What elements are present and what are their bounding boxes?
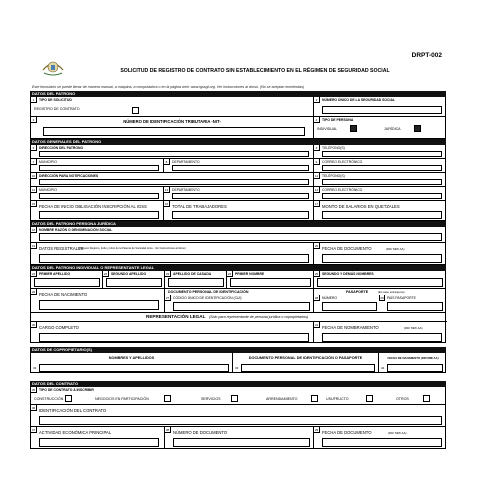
label-monto-salarios: MONTO DE SALARIOS EN QUETZALES <box>322 204 400 209</box>
section-contrato: DATOS DEL CONTRATO <box>30 381 446 387</box>
section-patrono: DATOS DEL PATRONO <box>30 91 446 97</box>
label-numero-documento: NÚMERO DE DOCUMENTO <box>173 430 228 435</box>
row-7-8-9: 7 MUNICIPIO 8 DEPARTAMENTO 9 CORREO ELECTRÓNICO <box>30 159 446 173</box>
telefono-1-field[interactable] <box>322 151 442 157</box>
label-rep-legal: REPRESENTACIÓN LEGAL <box>146 314 206 319</box>
departamento-2-field[interactable] <box>172 193 309 199</box>
option-arrendamiento: ARRENDAMIENTO <box>266 397 298 401</box>
row-1-2: 1 TIPO DE SOLICITUD REGISTRO DE CONTRATO 2 NÚMERO ÚNICO DE LA SEGURIDAD SOCIAL <box>30 97 446 117</box>
checkbox-servicios[interactable] <box>231 395 238 402</box>
label-cop-nombres: NOMBRES Y APELLIDOS <box>108 356 155 360</box>
row-15-16-17: 15 FECHA DE INICIO OBLIGACIÓN INSCRIPCIÓN AL IGSS 16 TOTAL DE TRABAJADORES 17 MONTO DE SALARIOS EN QUETZALES <box>30 201 446 221</box>
label-primer-apellido: PRIMER APELLIDO <box>39 272 71 276</box>
checkbox-construccion[interactable] <box>65 395 72 402</box>
fecha-nacimiento-field[interactable] <box>39 300 159 310</box>
cop-doc-field[interactable] <box>241 364 375 372</box>
cop-fecha-field[interactable] <box>387 364 443 372</box>
label-32: 32 <box>33 366 37 370</box>
row-37-39: 37 ACTIVIDAD ECONÓMICA PRINCIPAL 38 NÚMERO DE DOCUMENTO 39 FECHA DE DOCUMENTO (DD/ MM/ AA) <box>30 427 446 449</box>
section-juridica: DATOS DEL PATRONO PERSONA JURÍDICA <box>30 221 446 227</box>
label-segundo-nombres: SEGUNDO Y DEMÁS NOMBRES <box>322 272 374 276</box>
section-copropietarios: DATOS DE COPROPIETARIO(S) <box>30 347 446 353</box>
label-cop-doc: DOCUMENTO PERSONAL DE IDENTIFICACIÓN O PASAPORTE <box>248 356 363 360</box>
row-21-25: 21 PRIMER APELLIDO 22 SEGUNDO APELLIDO 23 APELLIDO DE CASADA 24 PRIMER NOMBRE 25 SEGUNDO Y DEMÁS NOMBRES <box>30 271 446 289</box>
option-usufructo: USUFRUCTO <box>326 397 349 401</box>
row-5-6: 5 DIRECCIÓN DEL PATRONO 6 TELÉFONO(S) <box>30 145 446 159</box>
fecha-nombramiento-field[interactable] <box>322 333 442 342</box>
cui-field[interactable] <box>173 302 310 311</box>
option-individual: INDIVIDUAL <box>317 127 338 131</box>
label-numero-unico: NÚMERO ÚNICO DE LA SEGURIDAD SOCIAL <box>322 98 395 102</box>
label-nit: NÚMERO DE IDENTIFICACIÓN TRIBUTARIA -NIT- <box>123 119 221 124</box>
label-correo-2: CORREO ELECTRÓNICO <box>322 188 363 192</box>
numero-unico-field[interactable] <box>322 106 442 114</box>
pasaporte-numero-field[interactable] <box>322 302 377 311</box>
label-departamento-2: DEPARTAMENTO <box>172 188 200 192</box>
label-pasaporte-numero: NÚMERO <box>322 296 338 300</box>
hint-fecha-nombramiento: (DD/ MM/ AA) <box>404 325 423 330</box>
label-cui: CÓDIGO ÚNICO DE IDENTIFICACIÓN (CUI) <box>173 296 242 300</box>
direccion-field[interactable] <box>39 151 309 157</box>
label-fecha-documento-2: FECHA DE DOCUMENTO <box>322 430 372 435</box>
row-26-29: 26 FECHA DE NACIMIENTO DOCUMENTO PERSONAL DE IDENTIFICACIÓN 27 CÓDIGO ÚNICO DE IDENTIFICACIÓN (CUI) PASAPORTE (En caso extranjeros) 28 NÚMERO 29 PAÍS PASAPORTE <box>30 289 446 313</box>
section-individual: DATOS DEL PATRONO INDIVIDUAL O REPRESENTANTE LEGAL <box>30 265 446 271</box>
pais-pasaporte-field[interactable] <box>387 302 443 311</box>
label-municipio-1: MUNICIPIO <box>39 160 57 164</box>
hint-rep-legal: (Sólo para representante de persona jurídica o copropietarios) <box>209 314 309 319</box>
label-identificacion-contrato: IDENTIFICACIÓN DEL CONTRATO <box>39 408 107 413</box>
row-18: 18 NOMBRE RAZÓN O DENOMINACIÓN SOCIAL <box>30 227 446 243</box>
label-34: 34 <box>381 366 385 370</box>
label-doc-personal: DOCUMENTO PERSONAL DE IDENTIFICACIÓN <box>168 290 249 294</box>
label-fecha-nacimiento: FECHA DE NACIMIENTO <box>39 292 88 297</box>
label-33: 33 <box>235 366 239 370</box>
numero-documento-field[interactable] <box>173 438 310 447</box>
label-tipo-solicitud: TIPO DE SOLICITUD <box>39 98 72 102</box>
label-tipo-contrato: TIPO DE CONTRATO A INSCRIBIR <box>39 388 94 392</box>
segundo-apellido-field[interactable] <box>106 278 162 287</box>
datos-registrales-field[interactable] <box>39 254 309 263</box>
section-generales: DATOS GENERALES DEL PATRONO <box>30 139 446 145</box>
hint-fecha-documento-2: (DD/ MM/ AA) <box>388 430 407 435</box>
checkbox-otros[interactable] <box>423 395 430 402</box>
label-fecha-documento-1: FECHA DE DOCUMENTO <box>322 246 372 251</box>
label-pasaporte: PASAPORTE <box>346 290 369 294</box>
checkbox-juridica[interactable] <box>414 125 421 132</box>
checkbox-usufructo[interactable] <box>366 395 373 402</box>
departamento-1-field[interactable] <box>172 165 309 171</box>
row-35: 35 TIPO DE CONTRATO A INSCRIBIR CONSTRUCCIÓN NEGOCIOS EN PARTICIPACIÓN SERVICIOS ARRENDAMIENTO USUFRUCTO OTROS <box>30 387 446 405</box>
label-direccion: DIRECCIÓN DEL PATRONO <box>39 146 84 150</box>
fecha-documento-1-field[interactable] <box>322 254 442 263</box>
label-direccion-notificaciones: DIRECCIÓN PARA NOTIFICACIONES <box>39 174 99 178</box>
label-fecha-inicio: FECHA DE INICIO OBLIGACIÓN INSCRIPCIÓN AL IGSS <box>39 204 147 209</box>
nit-field[interactable] <box>43 127 305 136</box>
coat-of-arms-logo <box>40 56 66 78</box>
checkbox-negocios[interactable] <box>164 395 171 402</box>
label-correo-1: CORREO ELECTRÓNICO <box>322 160 363 164</box>
checkbox-individual[interactable] <box>350 125 357 132</box>
label-telefono-1: TELÉFONO(S) <box>322 146 345 150</box>
label-razon-social: NOMBRE RAZÓN O DENOMINACIÓN SOCIAL <box>39 228 113 232</box>
row-30-31: REPRESENTACIÓN LEGAL (Sólo para representante de persona jurídica o copropietarios) 30 CARGO COMPLETO 31 FECHA DE NOMBRAMIENTO (DD/ MM/ AA) <box>30 313 446 343</box>
checkbox-arrendamiento[interactable] <box>311 395 318 402</box>
registration-form <box>30 91 446 449</box>
label-segundo-apellido: SEGUNDO APELLIDO <box>111 272 147 276</box>
total-trabajadores-field[interactable] <box>172 211 309 219</box>
municipio-1-field[interactable] <box>39 165 159 171</box>
hint-fecha-documento-1: (DD/ MM/ AA) <box>386 246 405 251</box>
checkbox-registro-contrato[interactable] <box>132 107 139 114</box>
label-datos-registrales: DATOS REGISTRALES <box>39 246 84 251</box>
primer-apellido-field[interactable] <box>34 278 100 287</box>
telefono-2-field[interactable] <box>322 179 442 185</box>
segundo-nombres-field[interactable] <box>317 278 443 287</box>
monto-salarios-field[interactable] <box>322 211 442 219</box>
option-juridica: JURÍDICA <box>384 127 401 131</box>
cop-nombres-field[interactable] <box>39 364 229 372</box>
label-cop-fecha: FECHA DE NACIMIENTO (DD/ MM/ AA) <box>387 356 439 360</box>
row-12-13-14: 12 MUNICIPIO 13 DEPARTAMENTO 14 CORREO ELECTRÓNICO <box>30 187 446 201</box>
row-19-20: 19 DATOS REGISTRALES (Número Registro, Folio y Libro de la Patente de Sociedad otros - Ver Instrucciones al dorso) 20 FECHA DE DOCUMENTO (DD/ MM/ AA) <box>30 243 446 265</box>
label-municipio-2: MUNICIPIO <box>39 188 57 192</box>
razon-social-field[interactable] <box>39 233 442 241</box>
actividad-economica-field[interactable] <box>39 438 159 447</box>
label-total-trabajadores: TOTAL DE TRABAJADORES <box>172 204 227 209</box>
option-registro-contrato: REGISTRO DE CONTRATO <box>34 107 80 111</box>
hint-datos-registrales: (Número Registro, Folio y Libro de la Patente de Sociedad otros - Ver Instrucciones al dorso) <box>79 246 186 250</box>
form-code: DRPT-002 <box>411 52 442 59</box>
fecha-documento-2-field[interactable] <box>322 438 442 447</box>
label-departamento-1: DEPARTAMENTO <box>172 160 200 164</box>
label-fecha-nombramiento: FECHA DE NOMBRAMIENTO <box>322 325 379 330</box>
label-primer-nombre: PRIMER NOMBRE <box>235 272 265 276</box>
correo-2-field[interactable] <box>322 193 442 199</box>
identificacion-contrato-field[interactable] <box>39 416 442 425</box>
correo-1-field[interactable] <box>322 165 442 171</box>
municipio-2-field[interactable] <box>39 193 159 199</box>
label-pais-pasaporte: PAÍS PASAPORTE <box>387 296 416 300</box>
fecha-inicio-field[interactable] <box>39 211 159 219</box>
direccion-notificaciones-field[interactable] <box>39 179 309 185</box>
label-cargo: CARGO COMPLETO <box>39 325 79 330</box>
primer-nombre-field[interactable] <box>230 278 311 287</box>
row-3-4: 3 NÚMERO DE IDENTIFICACIÓN TRIBUTARIA -NIT- 4 TIPO DE PERSONA INDIVIDUAL JURÍDICA <box>30 117 446 139</box>
row-10-11: 10 DIRECCIÓN PARA NOTIFICACIONES 11 TELÉFONO(S) <box>30 173 446 187</box>
fill-note: Este formulario se puede llenar de manera manual, a máquina, a computadora o en la página web: www.igssgt.org. Ver instrucciones al dorso. (No se aceptan enmiendas) <box>32 85 305 89</box>
label-tipo-persona: TIPO DE PERSONA <box>322 118 354 122</box>
cargo-field[interactable] <box>39 333 309 342</box>
apellido-casada-field[interactable] <box>168 278 224 287</box>
label-telefono-2: TELÉFONO(S) <box>322 174 345 178</box>
row-36: 36 IDENTIFICACIÓN DEL CONTRATO <box>30 405 446 427</box>
hint-pasaporte: (En caso extranjeros) <box>378 290 405 294</box>
option-servicios: SERVICIOS <box>201 397 221 401</box>
option-negocios: NEGOCIOS EN PARTICIPACIÓN <box>95 397 149 401</box>
label-apellido-casada: APELLIDO DE CASADA <box>173 272 212 276</box>
option-otros: OTROS <box>396 397 409 401</box>
label-actividad-economica: ACTIVIDAD ECONÓMICA PRINCIPAL <box>39 430 112 435</box>
option-construccion: CONSTRUCCIÓN <box>34 397 64 401</box>
form-title: SOLICITUD DE REGISTRO DE CONTRATO SIN ESTABLECIMIENTO EN EL RÉGIMEN DE SEGURIDAD SOCIAL <box>120 68 390 74</box>
row-copropietarios <box>30 353 446 373</box>
